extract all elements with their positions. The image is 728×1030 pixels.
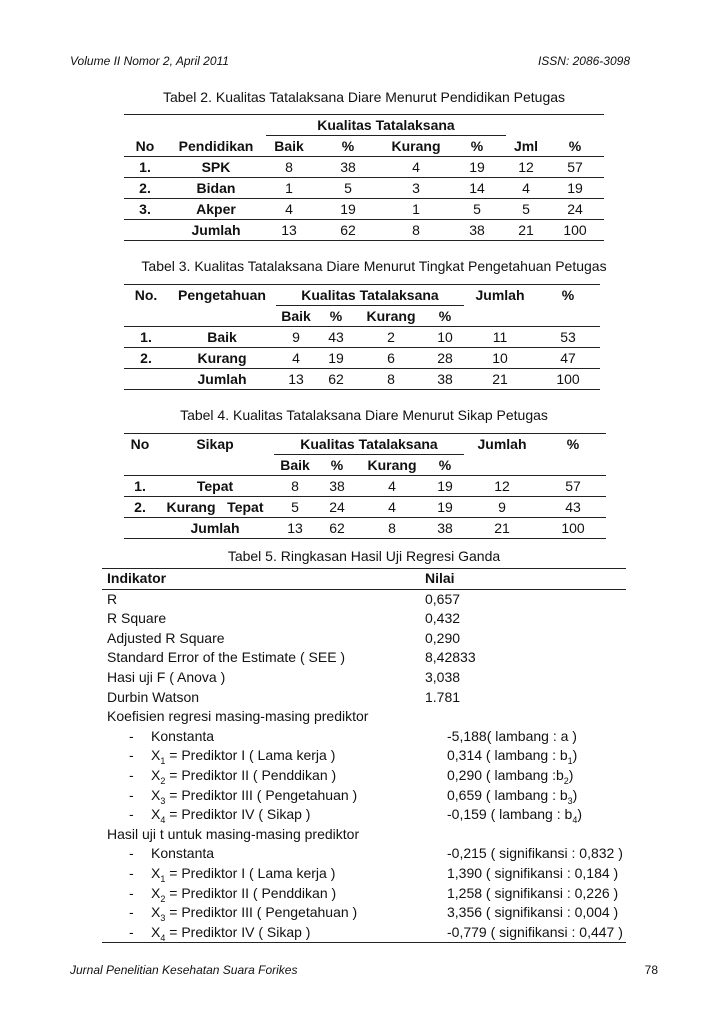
table-row <box>102 609 626 629</box>
nilai-cell: 1,258 ( signifikansi : 0,226 ) <box>447 884 619 901</box>
table-row <box>102 805 626 825</box>
table5-caption: Tabel 5. Ringkasan Hasil Uji Regresi Ganda <box>227 548 501 564</box>
table3-header-cell: % <box>561 287 575 304</box>
uji-t-label: Hasil uji t untuk masing-masing prediktor <box>107 825 360 842</box>
nilai-cell: 0,290 <box>425 629 461 646</box>
bullet-dash: - <box>129 864 134 881</box>
table3-subheader-cell: Baik <box>281 308 311 324</box>
bullet-dash: - <box>129 884 134 901</box>
table4-header-cell: % <box>566 436 580 453</box>
nilai-cell: 3,038 <box>425 668 461 685</box>
table2-header-cell: No <box>135 137 155 154</box>
table-row <box>102 864 626 884</box>
indikator-cell: Durbin Watson <box>107 688 200 705</box>
table3-subheader-cell: Kurang <box>366 308 416 324</box>
table3-caption: Tabel 3. Kualitas Tatalaksana Diare Menurut Tingkat Pengetahuan Petugas <box>141 258 607 274</box>
bullet-dash: - <box>129 727 134 744</box>
journal-volume: Volume II Nomor 2, April 2011 <box>70 54 229 68</box>
table-row: 1. Tepat 8 38 4 19 12 57 <box>124 476 606 497</box>
table2-header-cell: Jml <box>513 137 539 154</box>
bullet-dash: - <box>129 845 134 862</box>
bullet-dash: - <box>129 786 134 803</box>
bullet-dash: - <box>129 904 134 921</box>
indikator-cell: Koefisien regresi masing-masing prediktor <box>107 708 369 725</box>
indikator-cell: $X_2$ = Prediktor II ( Penddikan ) <box>151 766 337 786</box>
table-row <box>102 688 626 708</box>
nilai-cell: -0,779 ( signifikansi : 0,447 ) <box>447 923 623 940</box>
table3 <box>124 284 600 390</box>
table5-header <box>102 568 626 590</box>
table-row: 1. Baik 9 43 2 10 11 53 <box>124 327 600 348</box>
indikator-cell: Adjusted R Square <box>107 629 225 646</box>
table2-header-cell: Pendidikan <box>178 137 254 154</box>
table-row <box>102 844 626 864</box>
table-row: 1. SPK 8 38 4 19 12 57 <box>124 157 604 178</box>
nilai-cell: 0,290 ( lambang $:b_2$) <box>447 766 574 786</box>
table5-header-indikator: Indikator <box>107 570 167 586</box>
nilai-cell: 1.781 <box>425 688 461 705</box>
table-row: Jumlah 13 62 8 38 21 100 <box>124 369 600 390</box>
table2-header-cell: Kurang <box>391 138 441 154</box>
table4-header-cell: Jumlah <box>477 436 527 453</box>
indikator-cell: R <box>107 590 118 607</box>
table2-header-cell: Baik <box>274 138 304 154</box>
table-row <box>102 746 626 766</box>
indikator-cell: Hasi uji F ( Anova ) <box>107 668 226 685</box>
table3-subheader-cell: % <box>438 308 452 324</box>
table2-group-header: Kualitas Tatalaksana <box>266 115 506 136</box>
table4-subheader-cell: % <box>438 457 452 473</box>
table2-header-cell: % <box>470 138 484 154</box>
nilai-cell: -5,188( lambang : a ) <box>447 727 577 744</box>
nilai-cell: 0,657 <box>425 590 461 607</box>
table-row <box>102 727 626 747</box>
nilai-cell <box>425 707 626 727</box>
bullet-dash: - <box>129 747 134 764</box>
journal-name: Jurnal Penelitian Kesehatan Suara Forikes <box>70 963 298 977</box>
table2 <box>124 114 604 241</box>
nilai-cell: 8,42833 <box>425 649 476 666</box>
bullet-dash: - <box>129 766 134 783</box>
table-row: 2. Kurang 4 19 6 28 10 47 <box>124 348 600 369</box>
table-row: 3. Akper 4 19 1 5 5 24 <box>124 199 604 220</box>
table-row <box>102 923 626 943</box>
nilai-cell: 0,314 ( lambang : $b_1$) <box>447 747 578 767</box>
table4-header-cell: Sikap <box>196 436 234 453</box>
table3-subheader-cell: % <box>329 308 343 324</box>
indikator-cell: $X_4$ = Prediktor IV ( Sikap ) <box>151 923 311 943</box>
table-row <box>102 668 626 688</box>
indikator-cell: $X_3$ = Prediktor III ( Pengetahuan ) <box>151 786 358 806</box>
indikator-cell: $X_3$ = Prediktor III ( Pengetahuan ) <box>151 904 358 923</box>
table2-caption: Tabel 2. Kualitas Tatalaksana Diare Menurut Pendidikan Petugas <box>162 89 566 105</box>
table-row <box>102 884 626 904</box>
indikator-cell: Konstanta <box>151 727 215 744</box>
nilai-cell: 0,659 ( lambang : $b_3$) <box>447 786 578 806</box>
bullet-dash: - <box>129 923 134 940</box>
indikator-cell: Konstanta <box>151 845 215 862</box>
nilai-cell: -0,215 ( signifikansi : 0,832 ) <box>447 845 623 862</box>
table2-header-cell: % <box>341 138 355 154</box>
indikator-cell: $X_1$ = Prediktor I ( Lama kerja ) <box>151 747 336 767</box>
indikator-cell: Standard Error of the Estimate ( SEE ) <box>107 649 346 666</box>
table3-header-cell: Jumlah <box>475 287 525 304</box>
table4-header-cell: No <box>130 436 150 453</box>
table-row <box>102 786 626 806</box>
nilai-cell: 1,390 ( signifikansi : 0,184 ) <box>447 864 619 881</box>
table-row <box>102 648 626 668</box>
page-number: 78 <box>644 963 658 977</box>
table3-header-cell: No. <box>134 287 158 304</box>
nilai-cell: 0,432 <box>425 610 461 627</box>
indikator-cell: $X_1$ = Prediktor I ( Lama kerja ) <box>151 864 336 884</box>
table4-subheader-cell: Baik <box>280 457 310 473</box>
table-row: 2. Kurang Tepat 5 24 4 19 9 43 <box>124 497 606 518</box>
table-row <box>102 707 626 727</box>
table4 <box>124 433 606 539</box>
table-row <box>102 766 626 786</box>
table4-subheader-cell: % <box>330 457 344 473</box>
table5 <box>102 568 626 943</box>
table3-header-cell: Pengetahuan <box>178 287 266 304</box>
bullet-dash: - <box>129 806 134 823</box>
indikator-cell: R Square <box>107 610 167 627</box>
table-row: 2. Bidan 1 5 3 14 4 19 <box>124 178 604 199</box>
issn: ISSN: 2086-3098 <box>537 54 630 68</box>
table4-subheader-cell: Kurang <box>367 457 417 473</box>
table-row: Jumlah 13 62 8 38 21 100 <box>124 220 604 241</box>
nilai-cell: 3,356 ( signifikansi : 0,004 ) <box>447 904 619 921</box>
table5-header-nilai: Nilai <box>425 570 455 586</box>
table-row <box>102 903 626 923</box>
table-row <box>102 629 626 649</box>
table2-header-cell: % <box>568 137 582 154</box>
indikator-cell: $X_2$ = Prediktor II ( Penddikan ) <box>151 884 337 904</box>
table-row <box>102 590 626 610</box>
indikator-cell: $X_4$ = Prediktor IV ( Sikap ) <box>151 806 311 825</box>
table4-caption: Tabel 4. Kualitas Tatalaksana Diare Menurut Sikap Petugas <box>180 407 548 423</box>
table4-group-header: Kualitas Tatalaksana <box>274 434 464 455</box>
table-row: Jumlah 13 62 8 38 21 100 <box>124 518 606 539</box>
nilai-cell: -0,159 ( lambang : $b_4$) <box>447 806 582 825</box>
table3-group-header: Kualitas Tatalaksana <box>276 285 464 306</box>
